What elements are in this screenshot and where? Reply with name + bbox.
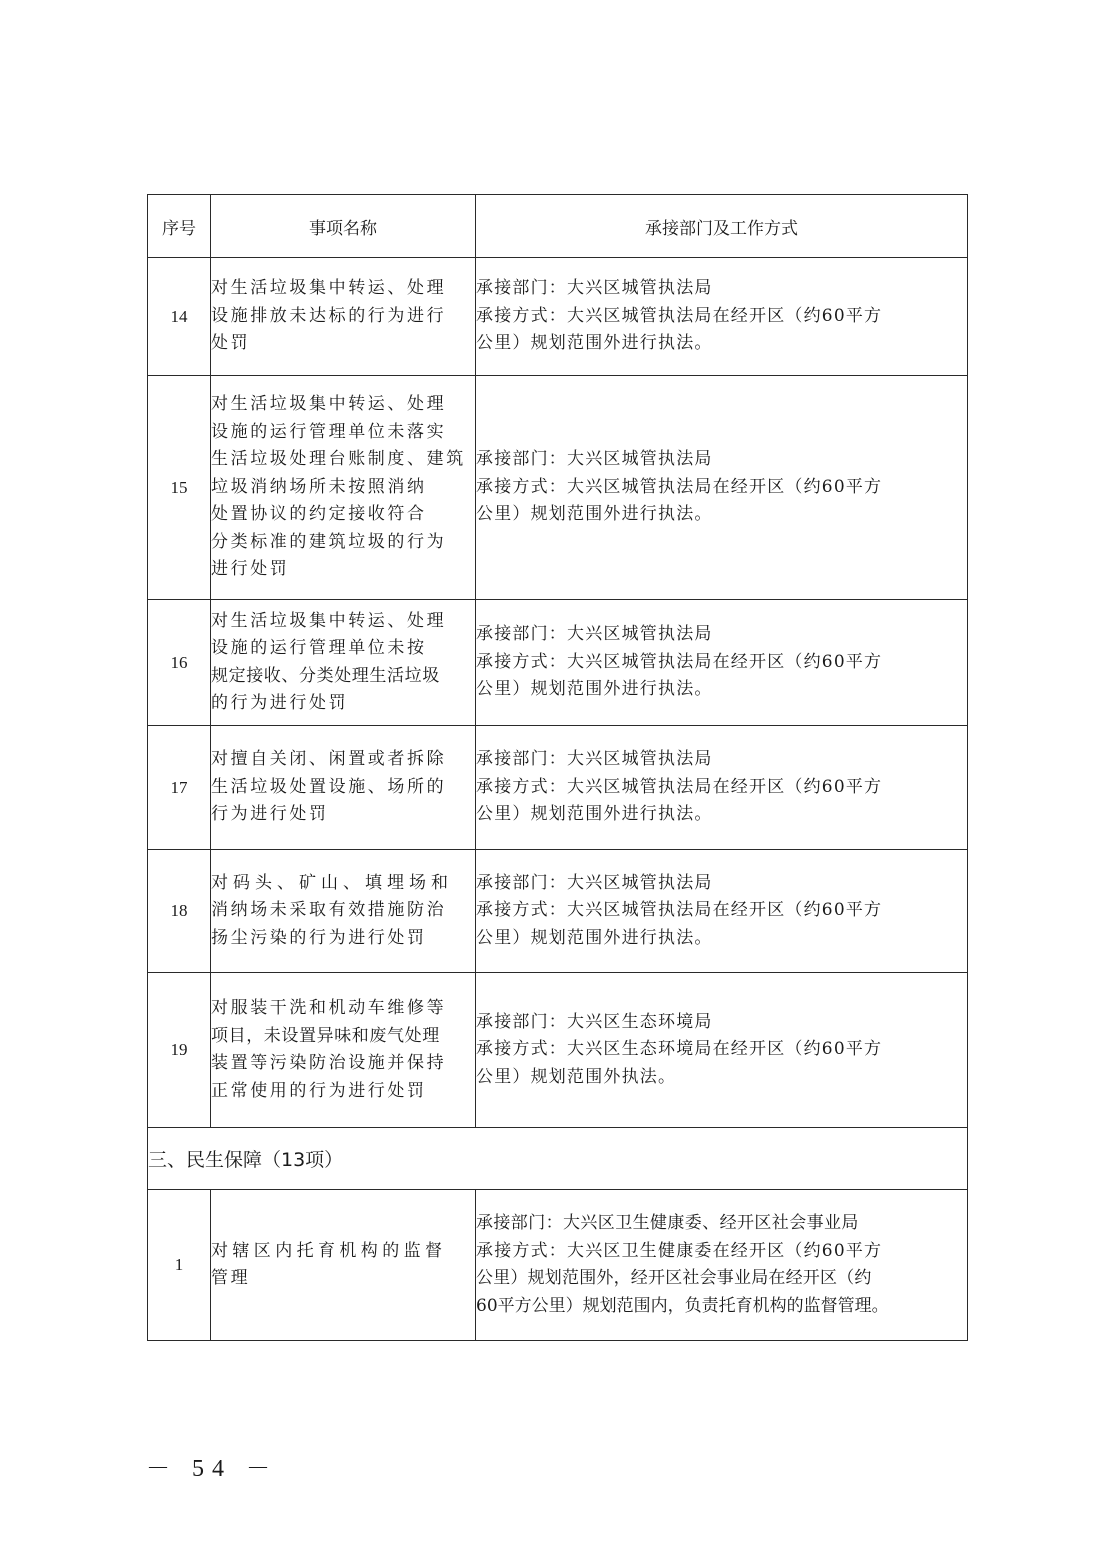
item-name-line: 生活垃圾处置设施、场所的	[211, 776, 447, 797]
dept-line: 承接方式：大兴区卫生健康委在经开区（约60平方	[476, 1240, 883, 1261]
dept-method	[476, 973, 968, 1128]
dept-line: 公里）规划范围外进行执法。	[476, 333, 713, 354]
dept-line: 承接部门：大兴区城管执法局	[476, 749, 713, 770]
dept-line: 公里）规划范围外进行执法。	[476, 679, 713, 700]
dept-line: 公里）规划范围外进行执法。	[476, 804, 713, 825]
dept-line: 承接方式：大兴区城管执法局在经开区（约60平方	[476, 900, 883, 921]
item-name-line: 对擅自关闭、闲置或者拆除	[211, 749, 447, 770]
item-name-line: 装置等污染防治设施并保持	[211, 1053, 447, 1073]
dept-line: 承接部门：大兴区生态环境局	[476, 1011, 713, 1032]
row-number: 16	[148, 600, 211, 726]
item-name-line: 处罚	[211, 333, 251, 354]
row-number: 15	[148, 376, 211, 600]
item-name-line: 对生活垃圾集中转运、处理	[211, 394, 447, 415]
item-name	[211, 973, 476, 1128]
header-no: 序号	[148, 195, 211, 258]
item-name-line: 设施的运行管理单位未按	[211, 638, 427, 658]
dept-line: 承接方式：大兴区城管执法局在经开区（约60平方	[476, 776, 883, 797]
table-header-row	[148, 195, 968, 258]
items-table	[147, 194, 968, 1341]
table-row	[148, 1190, 968, 1341]
item-name-line: 对服装干洗和机动车维修等	[211, 998, 447, 1018]
item-name-line: 进行处罚	[211, 559, 290, 580]
item-name-line: 对码头、矿山、填埋场和	[211, 872, 453, 893]
dept-line: 承接方式：大兴区城管执法局在经开区（约60平方	[476, 651, 883, 672]
item-name	[211, 1190, 476, 1341]
dept-line: 公里）规划范围外进行执法。	[476, 927, 713, 948]
item-name-line: 垃圾消纳场所未按照消纳	[211, 476, 427, 497]
dept-method	[476, 850, 968, 973]
dept-method	[476, 1190, 968, 1341]
dept-line: 公里）规划范围外进行执法。	[476, 504, 713, 525]
item-name-line: 扬尘污染的行为进行处罚	[211, 927, 427, 948]
dept-line: 承接方式：大兴区城管执法局在经开区（约60平方	[476, 305, 883, 326]
item-name	[211, 726, 476, 850]
dept-line: 公里）规划范围外执法。	[476, 1066, 677, 1087]
dept-line: 60平方公里）规划范围内，负责托育机构的监督管理。	[476, 1295, 889, 1316]
table-row	[148, 258, 968, 376]
item-name-line: 分类标准的建筑垃圾的行为	[211, 531, 447, 552]
table-row	[148, 973, 968, 1128]
item-name-line: 对生活垃圾集中转运、处理	[211, 278, 447, 299]
item-name-line: 消纳场未采取有效措施防治	[211, 900, 447, 921]
dept-line: 承接部门：大兴区城管执法局	[476, 872, 713, 893]
item-name-line: 行为进行处罚	[211, 804, 329, 825]
item-name-line: 对辖区内托育机构的监督	[211, 1240, 447, 1261]
dept-line: 承接部门：大兴区城管执法局	[476, 278, 713, 299]
item-name-line: 正常使用的行为进行处罚	[211, 1080, 427, 1101]
item-name	[211, 600, 476, 726]
item-name-line: 规定接收、分类处理生活垃圾	[211, 665, 440, 686]
item-name-line: 的行为进行处罚	[211, 693, 349, 713]
row-number: 1	[148, 1190, 211, 1341]
dept-method	[476, 600, 968, 726]
dept-method	[476, 726, 968, 850]
dept-line: 承接方式：大兴区生态环境局在经开区（约60平方	[476, 1039, 883, 1060]
item-name	[211, 850, 476, 973]
item-name-line: 设施排放未达标的行为进行	[211, 305, 447, 326]
row-number: 14	[148, 258, 211, 376]
table-row	[148, 850, 968, 973]
item-name	[211, 258, 476, 376]
dept-line: 承接方式：大兴区城管执法局在经开区（约60平方	[476, 476, 883, 497]
item-name-line: 生活垃圾处理台账制度、建筑	[211, 449, 466, 470]
dept-line: 公里）规划范围外，经开区社会事业局在经开区（约	[476, 1268, 872, 1288]
dept-line: 承接部门：大兴区城管执法局	[476, 624, 713, 645]
table-row	[148, 600, 968, 726]
table-row	[148, 376, 968, 600]
section-header-row	[148, 1128, 968, 1190]
header-name: 事项名称	[211, 195, 476, 258]
table-row	[148, 726, 968, 850]
dept-line: 承接部门：大兴区卫生健康委、经开区社会事业局	[476, 1213, 859, 1233]
page-number: － 54 －	[146, 1456, 278, 1482]
item-name-line: 项目，未设置异味和废气处理	[211, 1025, 440, 1046]
row-number: 19	[148, 973, 211, 1128]
row-number: 17	[148, 726, 211, 850]
dept-line: 承接部门：大兴区城管执法局	[476, 449, 713, 470]
header-dept: 承接部门及工作方式	[476, 195, 968, 258]
item-name-line: 设施的运行管理单位未落实	[211, 421, 447, 442]
item-name-line: 处置协议的约定接收符合	[211, 504, 427, 525]
section-title: 三、民生保障（13项）	[148, 1128, 968, 1190]
row-number: 18	[148, 850, 211, 973]
dept-method	[476, 258, 968, 376]
item-name-line: 管理	[211, 1268, 251, 1288]
dept-method	[476, 376, 968, 600]
item-name	[211, 376, 476, 600]
item-name-line: 对生活垃圾集中转运、处理	[211, 610, 447, 631]
